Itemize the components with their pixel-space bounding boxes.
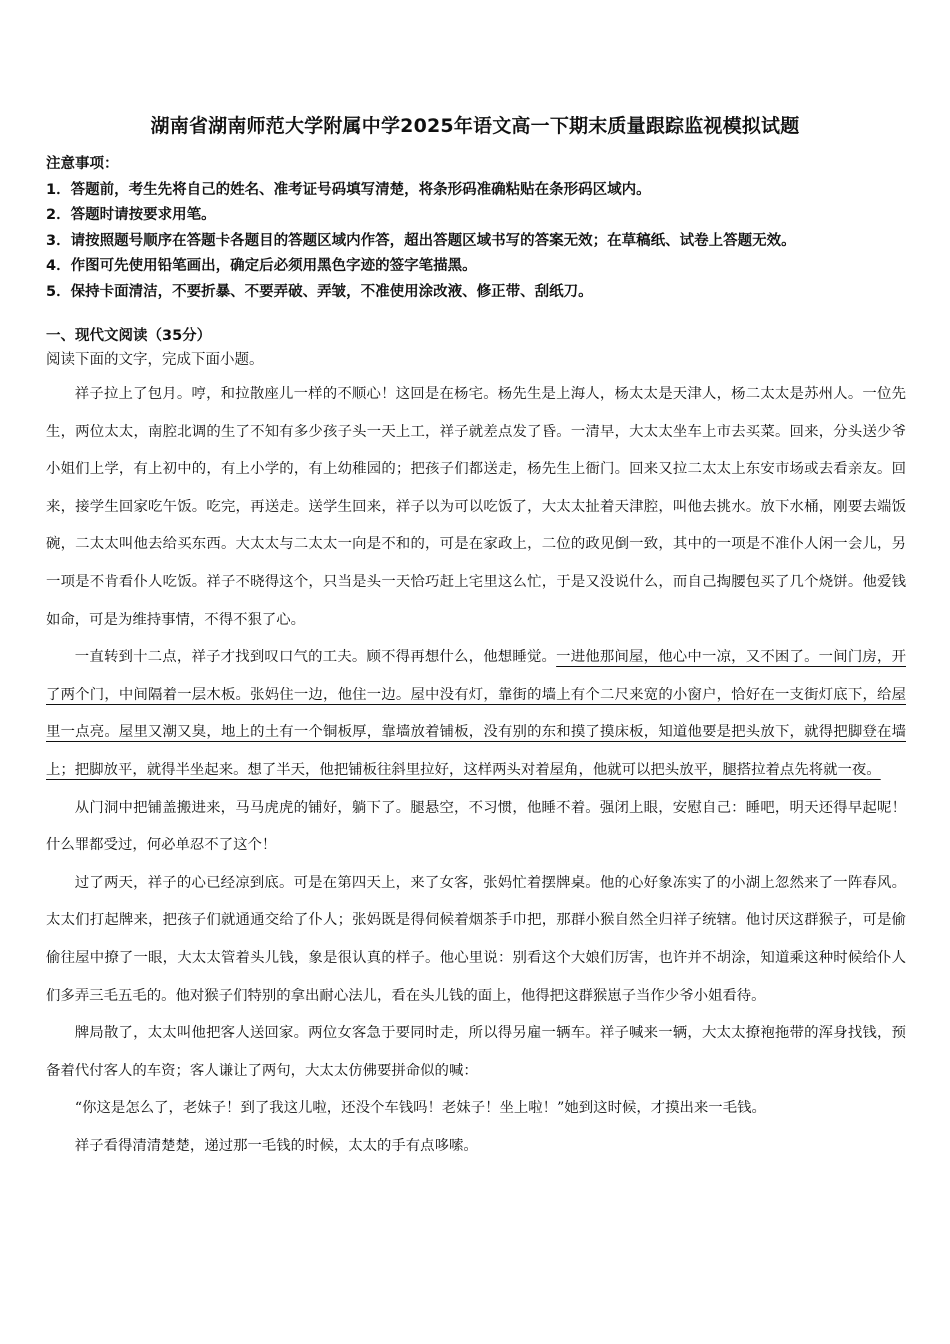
passage-paragraph: 牌局散了，太太叫他把客人送回家。两位女客急于要同时走，所以得另雇一辆车。祥子喊来一辆，大太太撩袍拖带的浑身找钱，预备着代付客人的车资；客人谦让了两句，大太太仿佛要拼命似的喊：: [46, 1025, 906, 1079]
passage-paragraph: 从门洞中把铺盖搬进来，马马虎虎的铺好，躺下了。腿悬空，不习惯，他睡不着。强闭上眼，安慰自己：睡吧，明天还得早起呢！什么罪都受过，何必单忍不了这个！: [46, 799, 906, 854]
notes-block: [46, 152, 916, 305]
underlined-passage: 一进他那间屋，他心中一凉，又不困了。一间门房，开了两个门，中间隔着一层木板。张妈住一边，他住一边。屋中没有灯，靠街的墙上有个二尺来宽的小窗户，恰好在一支街灯底下，给屋里一点亮。屋里又潮又臭，地上的土有一个铜板厚，靠墙放着铺板，没有别的东和摸了摸床板，知道他要是把头放下，就得把脚登在墙上；把脚放平，就得半坐起来。想了半天，他把铺板往斜里拉好，这样两头对着屋角，他就可以把头放平，腿搭拉着点先将就一夜。: [46, 649, 906, 778]
reading-passage: [46, 376, 906, 1165]
note-item: 2．答题时请按要求用笔。: [46, 207, 216, 223]
exam-title: 湖南省湖南师范大学附属中学2025年语文高一下期末质量跟踪监视模拟试题: [150, 115, 800, 137]
notes-heading: 注意事项：: [46, 156, 119, 172]
passage-paragraph: “你这是怎么了，老妹子！到了我这儿啦，还没个车钱吗！老妹子！坐上啦！”她到这时候，才摸出来一毛钱。: [74, 1100, 766, 1117]
passage-paragraph: [46, 639, 906, 789]
note-item: 3．请按照题号顺序在答题卡各题目的答题区域内作答，超出答题区域书写的答案无效；在草稿纸、试卷上答题无效。: [46, 232, 796, 249]
note-item: 4．作图可先使用铅笔画出，确定后必须用黑色字迹的签字笔描黑。: [46, 258, 477, 274]
note-item: 5．保持卡面清洁，不要折暴、不要弄破、弄皱，不准使用涂改液、修正带、刮纸刀。: [46, 283, 593, 300]
section-reading: [46, 324, 916, 372]
section-intro: 阅读下面的文字，完成下面小题。: [46, 352, 264, 368]
passage-paragraph: 祥子看得清清楚楚，递过那一毛钱的时候，太太的手有点哆嗦。: [74, 1137, 478, 1154]
passage-paragraph: 祥子拉上了包月。哼，和拉散座儿一样的不顺心！这回是在杨宅。杨先生是上海人，杨太太是天津人，杨二太太是苏州人。一位先生，两位太太，南腔北调的生了不知有多少孩子头一天上工，祥子就差点发了昏。一清早，大太太坐车上市去买菜。回来，分头送少爷小姐们上学，有上初中的，有上小学的，有上幼稚园的；把孩子们都送走，杨先生上衙门。回来又拉二太太上东安市场或去看亲友。回来，接学生回家吃午饭。吃完，再送走。送学生回来，祥子以为可以吃饭了，大太太扯着天津腔，叫他去挑水。放下水桶，刚要去端饭碗，二太太叫他去给买东西。大太太与二太太一向是不和的，可是在家政上，二位的政见倒一致，其中的一项是不准仆人闲一会儿，另一项是不肯看仆人吃饭。祥子不晓得这个，只当是头一天恰巧赶上宅里这么忙，于是又没说什么，而自己掏腰包买了几个烧饼。他爱钱如命，可是为维持事情，不得不狠了心。: [46, 386, 906, 628]
passage-text: 一直转到十二点，祥子才找到叹口气的工夫。顾不得再想什么，他想睡觉。: [74, 649, 557, 666]
note-item: 1．答题前，考生先将自己的姓名、准考证号码填写清楚，将条形码准确粘贴在条形码区域内。: [46, 181, 651, 198]
section-heading: 一、现代文阅读（35分）: [46, 328, 212, 344]
passage-paragraph: 过了两天，祥子的心已经凉到底。可是在第四天上，来了女客，张妈忙着摆牌桌。他的心好象冻实了的小湖上忽然来了一阵春风。太太们打起牌来，把孩子们就通通交给了仆人；张妈既是得伺候着烟茶手巾把，那群小猴自然全归祥子统辖。他讨厌这群猴子，可是偷偷往屋中撩了一眼，大太太管着头儿钱，象是很认真的样子。他心里说：别看这个大娘们厉害，也许并不胡涂，知道乘这种时候给仆人们多弄三毛五毛的。他对猴子们特别的拿出耐心法儿，看在头儿钱的面上，他得把这群猴崽子当作少爷小姐看待。: [46, 874, 906, 1004]
